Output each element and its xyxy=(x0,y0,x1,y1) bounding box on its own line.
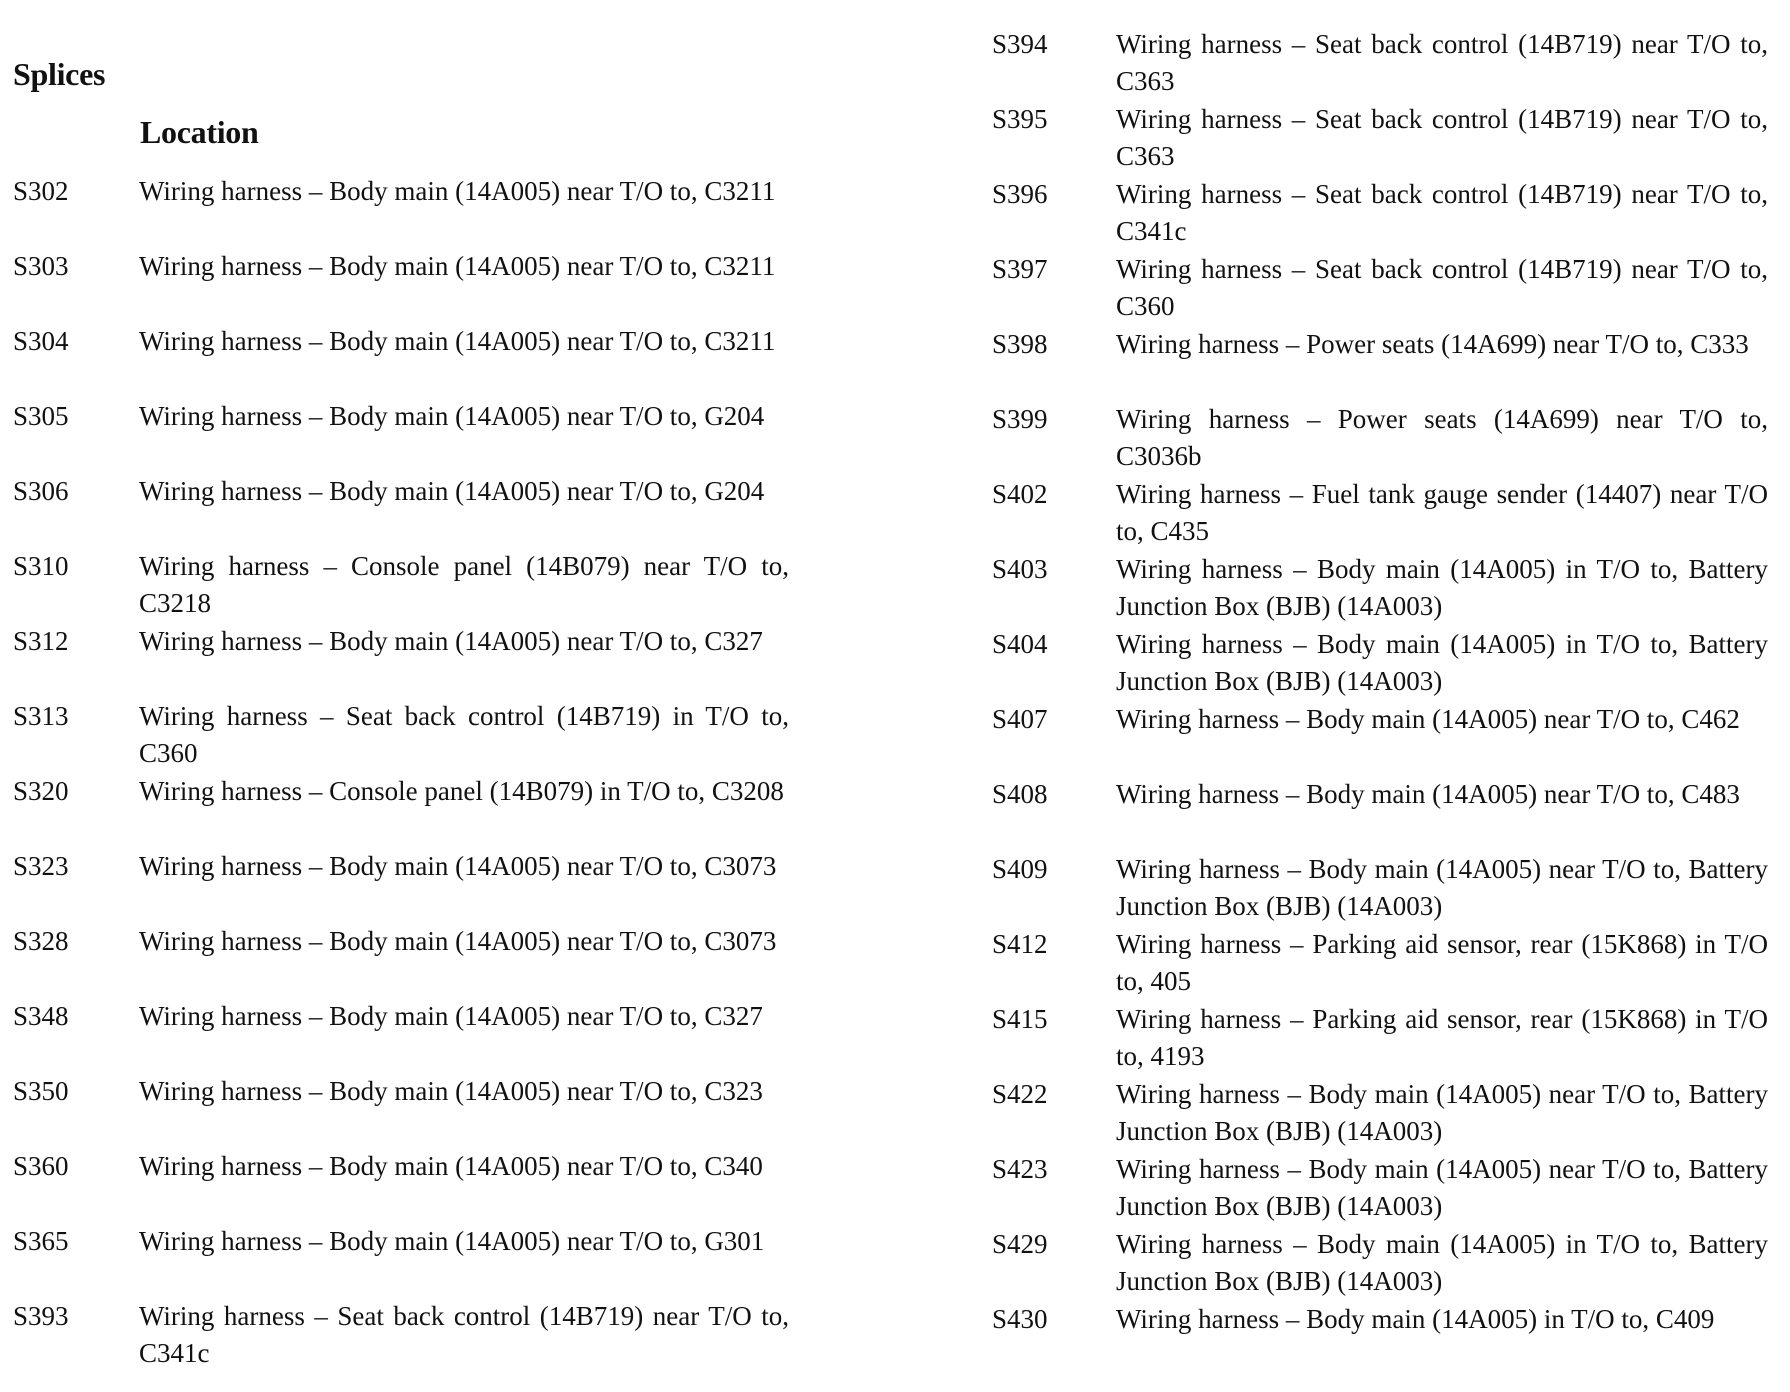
splice-code: S423 xyxy=(992,1154,1048,1184)
splice-entry xyxy=(992,926,1768,1001)
splice-entry xyxy=(13,1073,789,1148)
splice-code: S302 xyxy=(13,176,69,206)
splice-code: S306 xyxy=(13,476,69,506)
splice-entry xyxy=(13,248,789,323)
splice-code: S365 xyxy=(13,1226,69,1256)
splice-code: S404 xyxy=(992,629,1048,659)
splice-location: Wiring harness – Body main (14A005) near T/O to, C323 xyxy=(139,1076,763,1106)
splice-entry xyxy=(992,476,1768,551)
splice-code: S395 xyxy=(992,104,1048,134)
splice-entry xyxy=(992,176,1768,251)
splice-code: S394 xyxy=(992,29,1048,59)
splice-entry xyxy=(13,998,789,1073)
splice-entry xyxy=(992,1151,1768,1226)
splice-location: Wiring harness – Body main (14A005) in T/O to, Battery Junction Box (BJB) (14A003) xyxy=(1116,1229,1768,1296)
splice-code: S312 xyxy=(13,626,69,656)
splice-location: Wiring harness – Body main (14A005) near T/O to, C327 xyxy=(139,626,763,656)
splice-code: S429 xyxy=(992,1229,1048,1259)
splice-location: Wiring harness – Seat back control (14B719) in T/O to, C360 xyxy=(139,701,789,768)
splice-entry xyxy=(992,1301,1768,1376)
splice-code: S323 xyxy=(13,851,69,881)
splice-location: Wiring harness – Power seats (14A699) near T/O to, C333 xyxy=(1116,329,1749,359)
splice-location: Wiring harness – Body main (14A005) near T/O to, G204 xyxy=(139,476,765,506)
splice-location: Wiring harness – Console panel (14B079) in T/O to, C3208 xyxy=(139,776,784,806)
splice-location: Wiring harness – Body main (14A005) near T/O to, G301 xyxy=(139,1226,765,1256)
splice-entry xyxy=(992,401,1768,476)
splice-location: Wiring harness – Body main (14A005) near T/O to, G204 xyxy=(139,401,765,431)
splice-code: S398 xyxy=(992,329,1048,359)
splice-location: Wiring harness – Body main (14A005) in T/O to, Battery Junction Box (BJB) (14A003) xyxy=(1116,554,1768,621)
splice-location: Wiring harness – Body main (14A005) near T/O to, C3073 xyxy=(139,851,777,881)
splice-code: S304 xyxy=(13,326,69,356)
splice-entry xyxy=(992,251,1768,326)
page-title: Splices xyxy=(13,56,106,92)
splice-code: S422 xyxy=(992,1079,1048,1109)
splice-location: Wiring harness – Body main (14A005) in T/O to, C409 xyxy=(1116,1304,1715,1334)
splice-code: S348 xyxy=(13,1001,69,1031)
splice-location: Wiring harness – Body main (14A005) near T/O to, C327 xyxy=(139,1001,763,1031)
splice-location: Wiring harness – Body main (14A005) near T/O to, C340 xyxy=(139,1151,763,1181)
splice-code: S430 xyxy=(992,1304,1048,1334)
splice-entry xyxy=(13,548,789,623)
splice-location: Wiring harness – Body main (14A005) near T/O to, C3211 xyxy=(139,326,776,356)
splice-code: S408 xyxy=(992,779,1048,809)
splice-location: Wiring harness – Seat back control (14B719) near T/O to, C363 xyxy=(1116,29,1768,96)
splice-entry xyxy=(992,851,1768,926)
splice-location: Wiring harness – Body main (14A005) near T/O to, C3211 xyxy=(139,176,776,206)
splice-entry xyxy=(992,626,1768,701)
splice-location: Wiring harness – Seat back control (14B719) near T/O to, C341c xyxy=(1116,179,1768,246)
splice-entry xyxy=(992,26,1768,101)
splice-entry xyxy=(13,1223,789,1298)
splice-location: Wiring harness – Body main (14A005) near T/O to, Battery Junction Box (BJB) (14A003) xyxy=(1116,1079,1768,1146)
splice-code: S313 xyxy=(13,701,69,731)
splice-entry xyxy=(992,701,1768,776)
splice-entry xyxy=(992,1001,1768,1076)
splice-entry xyxy=(992,776,1768,851)
splice-entry xyxy=(13,473,789,548)
splice-code: S303 xyxy=(13,251,69,281)
splice-location: Wiring harness – Seat back control (14B719) near T/O to, C363 xyxy=(1116,104,1768,171)
splice-location: Wiring harness – Body main (14A005) near T/O to, C483 xyxy=(1116,779,1740,809)
splice-location: Wiring harness – Body main (14A005) near T/O to, Battery Junction Box (BJB) (14A003) xyxy=(1116,854,1768,921)
splice-code: S396 xyxy=(992,179,1048,209)
splice-code: S350 xyxy=(13,1076,69,1106)
splice-entry xyxy=(13,398,789,473)
splice-entry xyxy=(13,923,789,998)
splice-entry xyxy=(13,698,789,773)
splice-code: S305 xyxy=(13,401,69,431)
splice-entry xyxy=(13,1148,789,1223)
splice-code: S320 xyxy=(13,776,69,806)
splice-code: S415 xyxy=(992,1004,1048,1034)
splice-location: Wiring harness – Console panel (14B079) near T/O to, C3218 xyxy=(139,551,789,618)
splice-code: S403 xyxy=(992,554,1048,584)
splice-code: S399 xyxy=(992,404,1048,434)
splice-entry xyxy=(992,1226,1768,1301)
splice-entry xyxy=(992,551,1768,626)
splice-entry xyxy=(992,1076,1768,1151)
splice-code: S393 xyxy=(13,1301,69,1331)
splice-code: S397 xyxy=(992,254,1048,284)
splice-entry xyxy=(13,1298,789,1373)
splice-location: Wiring harness – Body main (14A005) near T/O to, C462 xyxy=(1116,704,1740,734)
splice-location: Wiring harness – Body main (14A005) near T/O to, C3073 xyxy=(139,926,777,956)
splice-code: S328 xyxy=(13,926,69,956)
splice-code: S310 xyxy=(13,551,69,581)
splice-location: Wiring harness – Body main (14A005) in T/O to, Battery Junction Box (BJB) (14A003) xyxy=(1116,629,1768,696)
splice-location: Wiring harness – Parking aid sensor, rear (15K868) in T/O to, 4193 xyxy=(1116,1004,1768,1071)
splice-entry xyxy=(13,623,789,698)
splice-location: Wiring harness – Fuel tank gauge sender (14407) near T/O to, C435 xyxy=(1116,479,1768,546)
splice-location: Wiring harness – Body main (14A005) near T/O to, C3211 xyxy=(139,251,776,281)
splice-location: Wiring harness – Seat back control (14B719) near T/O to, C341c xyxy=(139,1301,789,1368)
splice-entry xyxy=(992,326,1768,401)
splice-code: S360 xyxy=(13,1151,69,1181)
splice-entry xyxy=(992,101,1768,176)
splice-entry xyxy=(13,773,789,848)
splice-list-left xyxy=(13,173,789,1373)
splice-location: Wiring harness – Seat back control (14B719) near T/O to, C360 xyxy=(1116,254,1768,321)
splice-code: S412 xyxy=(992,929,1048,959)
splice-code: S402 xyxy=(992,479,1048,509)
location-heading: Location xyxy=(140,114,259,150)
splice-entry xyxy=(13,848,789,923)
splice-code: S407 xyxy=(992,704,1048,734)
splice-code: S409 xyxy=(992,854,1048,884)
splice-list-right xyxy=(992,26,1768,1376)
splice-entry xyxy=(13,173,789,248)
splice-entry xyxy=(13,323,789,398)
splice-location: Wiring harness – Body main (14A005) near T/O to, Battery Junction Box (BJB) (14A003) xyxy=(1116,1154,1768,1221)
splice-location: Wiring harness – Power seats (14A699) near T/O to, C3036b xyxy=(1116,404,1768,471)
splice-location: Wiring harness – Parking aid sensor, rear (15K868) in T/O to, 405 xyxy=(1116,929,1768,996)
